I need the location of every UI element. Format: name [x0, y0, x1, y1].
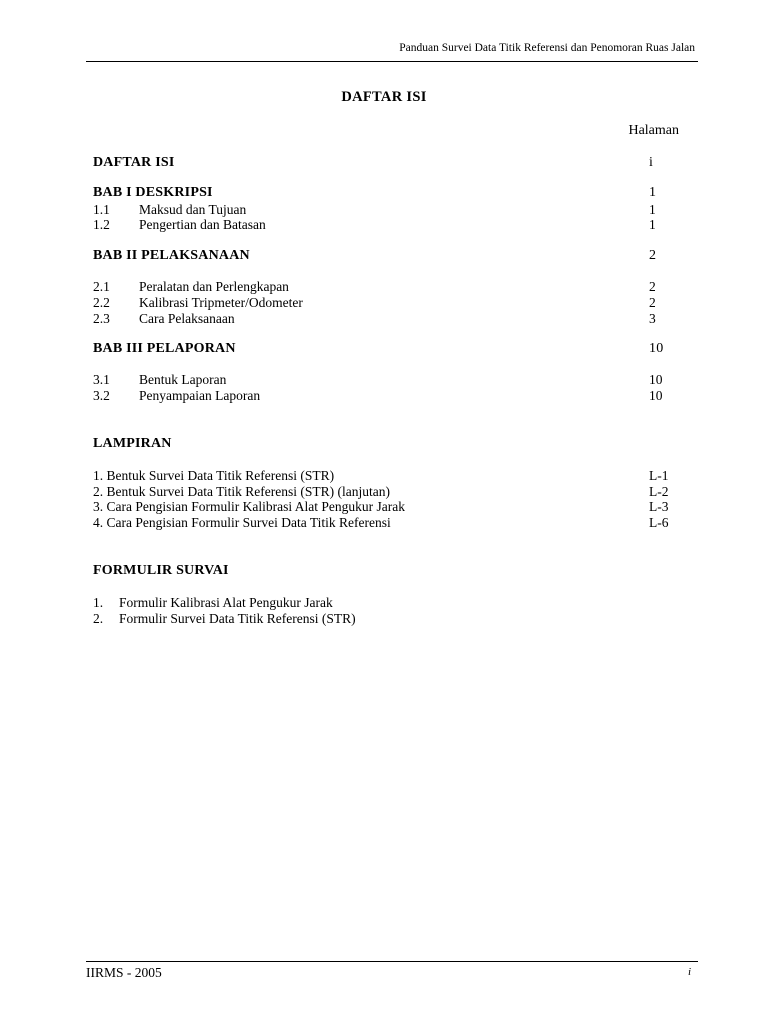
item-title: Maksud dan Tujuan: [139, 202, 247, 217]
toc-item: [93, 514, 693, 531]
item-number: 1.2: [93, 217, 110, 232]
item-page: L-2: [649, 484, 669, 499]
item-title: Cara Pelaksanaan: [139, 311, 235, 326]
chapter-page: 10: [649, 341, 664, 356]
page-title: DAFTAR ISI: [341, 89, 427, 105]
item-title: Formulir Survei Data Titik Referensi (STR): [119, 611, 356, 626]
chapter-page: 1: [649, 185, 657, 200]
toc-section-lampiran: [93, 435, 693, 452]
item-page: 10: [649, 372, 663, 387]
section-label: LAMPIRAN: [93, 436, 172, 451]
toc-section-formulir: [93, 562, 693, 579]
chapter-page: 2: [649, 248, 657, 263]
item-page: L-6: [649, 515, 669, 530]
toc-item: [93, 294, 693, 311]
item-title: 1. Bentuk Survei Data Titik Referensi (STR): [93, 468, 335, 483]
item-page: L-1: [649, 468, 669, 483]
toc-chapter-1: [93, 184, 693, 201]
item-title: 3. Cara Pengisian Formulir Kalibrasi Alat Pengukur Jarak: [93, 499, 405, 514]
toc-item: [93, 371, 693, 388]
footer-rule: [86, 961, 698, 962]
toc-item: [93, 467, 693, 484]
item-title: 2. Bentuk Survei Data Titik Referensi (STR) (lanjutan): [93, 484, 390, 499]
item-page: 1: [649, 202, 656, 217]
item-number: 3.1: [93, 372, 110, 387]
footer-label: IIRMS - 2005: [86, 965, 162, 980]
item-number: 1.: [93, 595, 104, 610]
page-number: i: [688, 966, 692, 978]
item-page: 2: [649, 295, 656, 310]
toc-chapter-3: [93, 340, 693, 357]
running-title: Panduan Survei Data Titik Referensi dan Penomoran Ruas Jalan: [399, 42, 695, 54]
item-title: Peralatan dan Perlengkapan: [139, 279, 289, 294]
item-number: 2.3: [93, 311, 110, 326]
toc-entry-label: DAFTAR ISI: [93, 155, 175, 170]
toc-item: [93, 498, 693, 515]
item-title: Bentuk Laporan: [139, 372, 227, 387]
toc-item: [93, 610, 693, 627]
item-title: Pengertian dan Batasan: [139, 217, 266, 232]
chapter-label: BAB II PELAKSANAAN: [93, 248, 250, 263]
toc-item: [93, 310, 693, 327]
item-number: 1.1: [93, 202, 110, 217]
toc-item: [93, 594, 693, 611]
toc-chapter-2: [93, 247, 693, 264]
item-number: 3.2: [93, 388, 110, 403]
item-title: Penyampaian Laporan: [139, 388, 261, 403]
header-rule: [86, 61, 698, 62]
item-page: 2: [649, 279, 656, 294]
item-page: L-3: [649, 499, 669, 514]
item-title: 4. Cara Pengisian Formulir Survei Data Titik Referensi: [93, 515, 391, 530]
toc-item: [93, 387, 693, 404]
item-number: 2.1: [93, 279, 110, 294]
toc-entry-page: i: [649, 155, 654, 170]
item-title: Kalibrasi Tripmeter/Odometer: [139, 295, 303, 310]
chapter-label: BAB I DESKRIPSI: [93, 185, 213, 200]
toc-item: [93, 216, 693, 233]
item-page: 3: [649, 311, 656, 326]
item-number: 2.2: [93, 295, 110, 310]
toc-item: [93, 278, 693, 295]
item-title: Formulir Kalibrasi Alat Pengukur Jarak: [119, 595, 333, 610]
page-column-label: Halaman: [628, 123, 679, 138]
item-page: 10: [649, 388, 663, 403]
item-page: 1: [649, 217, 656, 232]
toc-entry-daftar-isi: [93, 154, 693, 171]
chapter-label: BAB III PELAPORAN: [93, 341, 236, 356]
section-label: FORMULIR SURVAI: [93, 563, 229, 578]
item-number: 2.: [93, 611, 104, 626]
